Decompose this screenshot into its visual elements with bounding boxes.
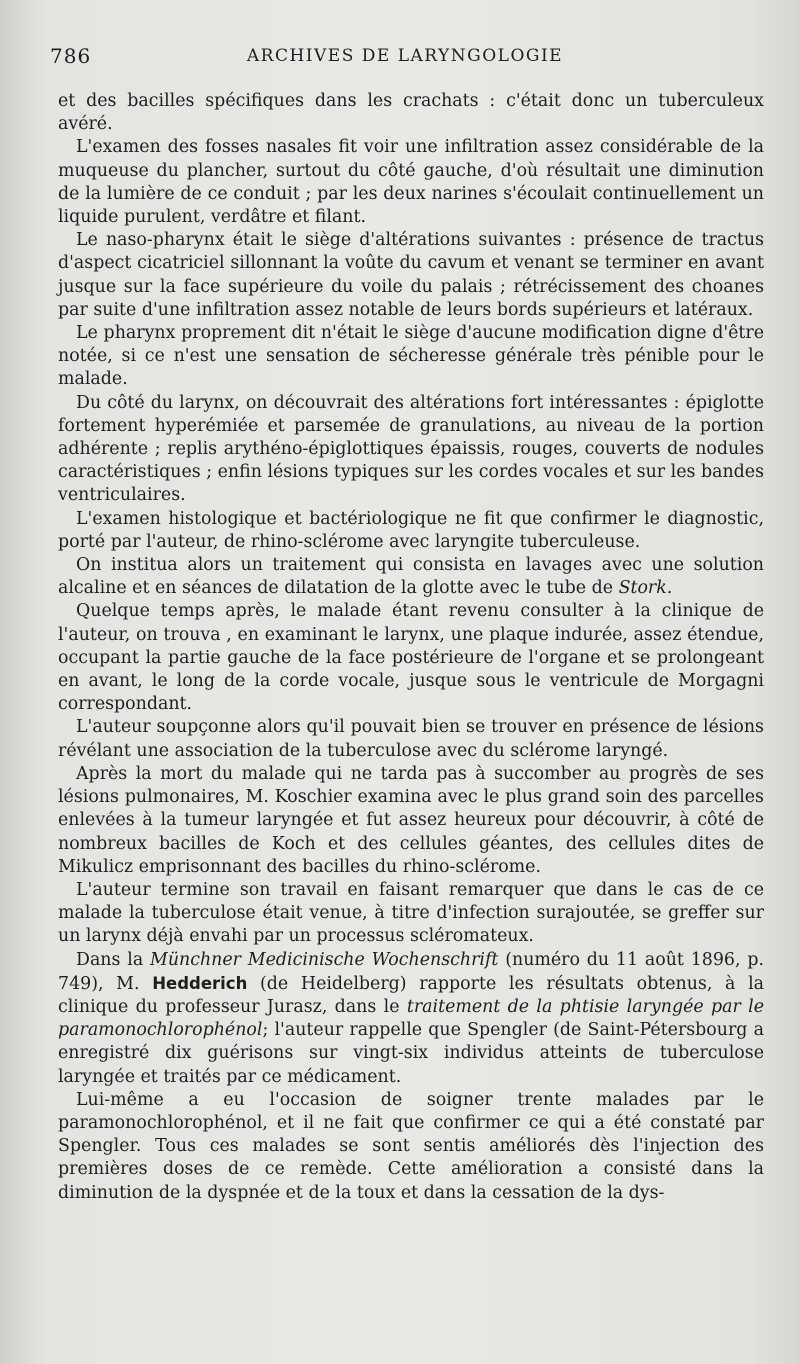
journal-title: Münchner Medicinische Wochenschrift — [150, 949, 499, 970]
paragraph-2: L'examen des fosses nasales fit voir une infiltration assez considérable de la muqueuse du plancher, surtout du côté gauche, d'où résultait une diminution de la lumière de ce conduit ; par les deux narines s'écoulait continuellement un liquide purulent, verdâtre et filant. — [58, 137, 764, 228]
paragraph-10: Après la mort du malade qui ne tarda pas à succomber au progrès de ses lésions pulmonaires, M. Koschier examina avec le plus grand soin des parcelles enlevées à la tumeur laryngée et fut assez heureux pour découvrir, à côté de nombreux bacilles de Koch et des cellules géantes, des cellules dites de Mikulicz emprisonnant des bacilles du rhino-sclérome. — [58, 763, 764, 877]
paragraph-9: L'auteur soupçonne alors qu'il pouvait bien se trouver en présence de lésions révélant une association de la tuberculose avec du sclérome laryngé. — [58, 717, 764, 761]
paragraph-11: L'auteur termine son travail en faisant remarquer que dans le cas de ce malade la tuberculose était venue, à titre d'infection surajoutée, se greffer sur un larynx déjà envahi par un processus scléromateux. — [58, 879, 764, 947]
paragraph-7 — [58, 554, 764, 600]
paragraph-3: Le naso-pharynx était le siège d'altérations suivantes : présence de tractus d'aspect cicatriciel sillonnant la voûte du cavum et venant se terminer en avant jusque sur la face supérieure du voile du palais ; rétrécissement des choanes par suite d'une infiltration assez notable de leurs bords supérieurs et latéraux. — [58, 230, 764, 320]
p12-part-a: Dans la — [76, 949, 151, 970]
p12-part-c: (numéro du 11 août 1896, p. 749), M. — [58, 949, 764, 994]
paragraph-7-text: On institua alors un traitement qui consista en lavages avec une solution alcaline et en séances de dilatation de la glotte avec le tube de — [58, 555, 764, 599]
p12-part-g: ; l'auteur rappelle que Spengler (de Saint-Pétersbourg a enregistré dix guérisons sur vingt-six individus atteints de tuberculose laryngée et traités par ce médicament. — [58, 1020, 764, 1087]
paragraph-12 — [58, 949, 764, 1089]
stork-italic: Stork. — [618, 578, 673, 599]
page-number: 786 — [50, 44, 92, 68]
article-body — [58, 90, 764, 1205]
p12-part-e: (de Heidelberg) rapporte les résultats obtenus, à la clinique du professeur Jurasz, dans le — [58, 973, 764, 1017]
running-title: ARCHIVES DE LARYNGOLOGIE — [246, 46, 564, 66]
page-header — [50, 44, 760, 72]
paragraph-13: Lui-même a eu l'occasion de soigner trente malades par le paramonochlorophénol, et il ne fait que confirmer ce qui a été constaté par Spengler. Tous ces malades se sont sentis améliorés dès l'injection des premières doses de ce remède. Cette amélioration a consisté dans la diminution de la dyspnée et de la toux et dans la cessation de la dys- — [58, 1089, 764, 1203]
paragraph-5: Du côté du larynx, on découvrait des altérations fort intéressantes : épiglotte fortement hyperémiée et parsemée de granulations, au niveau de la portion adhérente ; replis arythéno-épiglottiques épaissis, rouges, couverts de nodules caractéristiques ; enfin lésions typiques sur les cordes vocales et sur les bandes ventriculaires. — [58, 392, 765, 506]
treatment-title: traitement de la phtisie laryngée par le paramonochlorophénol — [58, 996, 764, 1041]
author-name-hedderich: Hedderich — [152, 973, 248, 993]
paragraph-8: Quelque temps après, le malade étant revenu consulter à la clinique de l'auteur, on trouva , en examinant le larynx, une plaque indurée, assez étendue, occupant la partie gauche de la face postérieure de l'organe et se prolongeant en avant, le long de la corde vocale, jusque sous le ventricule de Morgagni correspondant. — [58, 601, 764, 715]
paragraph-6: L'examen histologique et bactériologique ne fit que confirmer le diagnostic, porté par l'auteur, de rhino-sclérome avec laryngite tuberculeuse. — [58, 508, 764, 552]
paragraph-4: Le pharynx proprement dit n'était le siège d'aucune modification digne d'être notée, si ce n'est une sensation de sécheresse générale très pénible pour le malade. — [58, 323, 764, 390]
paragraph-1: et des bacilles spécifiques dans les crachats : c'était donc un tuberculeux avéré. — [58, 91, 764, 135]
